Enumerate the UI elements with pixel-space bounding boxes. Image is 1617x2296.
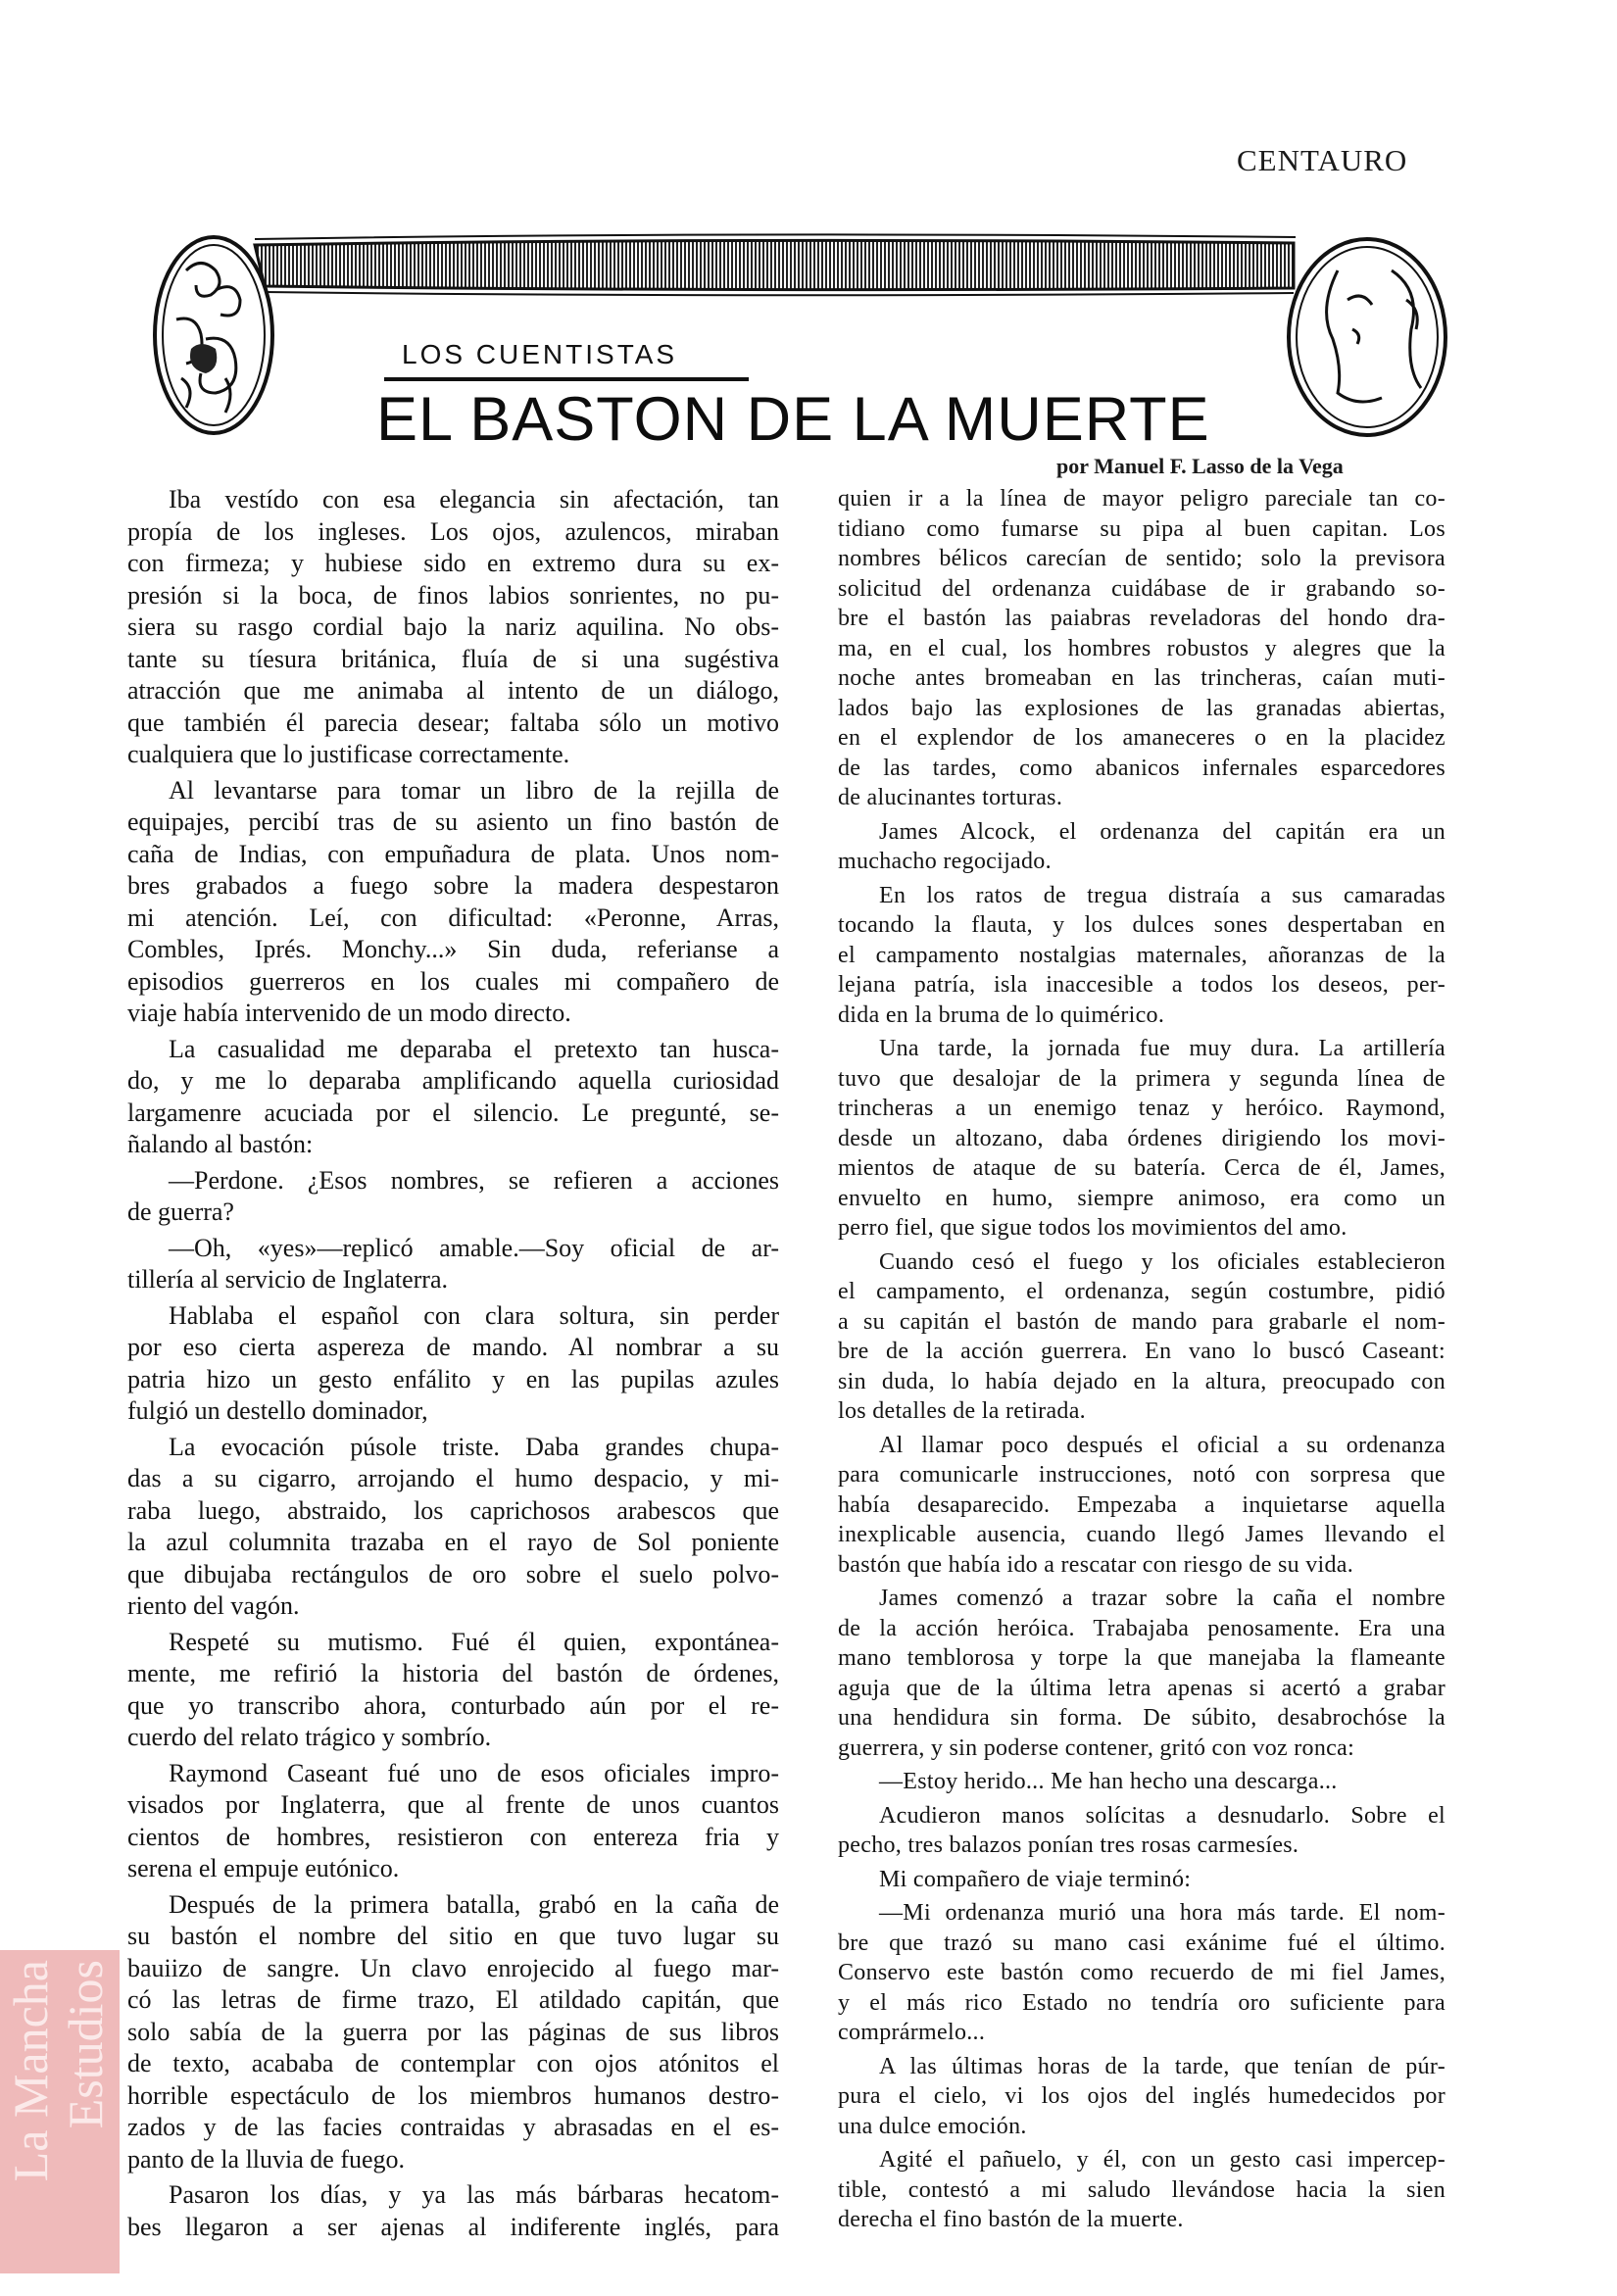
text-line: solicitud del ordenanza cuidábase de ir grabando so- xyxy=(838,575,1446,602)
text-line: fulgió un destello dominador, xyxy=(127,1396,428,1425)
text-line: tillería al servicio de Inglaterra. xyxy=(127,1265,449,1294)
section-underline xyxy=(384,377,749,381)
paragraph xyxy=(838,1767,1446,1797)
paragraph xyxy=(127,1432,779,1623)
paragraph xyxy=(838,1584,1446,1763)
text-line: tante su tíesura británica, fluía de si una sugéstiva xyxy=(127,644,779,673)
text-line: largamenre acuciada por el silencio. Le pregunté, se- xyxy=(127,1098,779,1127)
text-line: ñalando al bastón: xyxy=(127,1130,314,1158)
text-line: derecha el fino bastón de la muerte. xyxy=(838,2207,1184,2232)
paragraph xyxy=(127,1233,779,1296)
text-line: cuerdo del relato trágico y sombrío. xyxy=(127,1723,492,1751)
text-line: bre de la acción guerrera. En vano lo buscó Caseant: xyxy=(838,1339,1446,1364)
text-line: siera su rasgo cordial bajo la nariz aquilina. No obs- xyxy=(127,612,779,641)
paragraph xyxy=(838,817,1446,877)
text-line: envuelto en humo, siempre animoso, era como un xyxy=(838,1185,1446,1211)
text-line: ma, en el cual, los hombres robustos y alegres que la xyxy=(838,635,1446,661)
text-line: mente, me refirió la historia del bastón de órdenes, xyxy=(127,1659,779,1687)
text-line: había desaparecido. Empezaba a inquietarse aquella xyxy=(838,1491,1446,1518)
text-line: caña de Indias, con empuñadura de plata. Unos nom- xyxy=(127,839,779,868)
text-line: En los ratos de tregua distraía a sus camaradas xyxy=(879,882,1446,908)
text-line: Iba vestído con esa elegancia sin afectación, tan xyxy=(169,485,779,513)
right-column xyxy=(838,484,1446,2239)
text-line: presión si la boca, de finos labios sonrientes, no pu- xyxy=(127,580,779,610)
text-line: Después de la primera batalla, grabó en la caña de xyxy=(169,1889,779,1919)
paragraph xyxy=(838,2145,1446,2235)
text-line: do, y me lo deparaba amplificando aquella curiosidad xyxy=(127,1066,779,1095)
text-line: a su capitán el bastón de mando para grabarle el nom- xyxy=(838,1308,1446,1335)
text-line: de texto, acababa de contemplar con ojos atónitos el xyxy=(127,2049,779,2077)
paragraph xyxy=(838,1898,1446,2048)
section-heading: LOS CUENTISTAS xyxy=(402,339,678,369)
text-line: perro fiel, que sigue todos los movimientos del amo. xyxy=(838,1215,1348,1241)
paragraph xyxy=(127,775,779,1030)
text-line: Raymond Caseant fué uno de esos oficiales impro- xyxy=(169,1758,779,1787)
text-line: viaje había intervenido de un modo directo. xyxy=(127,999,571,1027)
text-line: sin duda, lo había dejado en la altura, preocupado con xyxy=(838,1368,1446,1394)
text-line: tuvo que desalojar de la primera y segunda línea de xyxy=(838,1065,1446,1092)
article-title: EL BASTON DE LA MUERTE xyxy=(376,385,1210,454)
text-line: —Mi ordenanza murió una hora más tarde. El nom- xyxy=(879,1900,1446,1926)
text-line: —Estoy herido... Me han hecho una descarga... xyxy=(879,1769,1338,1794)
text-line: visados por Inglaterra, que al frente de unos cuantos xyxy=(127,1790,779,1819)
text-line: comprármelo... xyxy=(838,2020,986,2045)
text-line: Agité el pañuelo, y él, con un gesto casi impercep- xyxy=(879,2147,1446,2173)
text-line: Pasaron los días, y ya las más bárbaras hecatom- xyxy=(169,2180,779,2209)
text-line: que yo transcribo ahora, conturbado aún por el re- xyxy=(127,1690,779,1720)
text-line: de la acción heróica. Trabajaba penosamente. Era una xyxy=(838,1615,1446,1641)
text-line: tocando la flauta, y los dulces sones despertaban en xyxy=(838,912,1446,938)
text-line: riento del vagón. xyxy=(127,1591,300,1620)
text-line: Una tarde, la jornada fue muy dura. La artillería xyxy=(879,1036,1446,1061)
text-line: la azul columnita trazaba en el rayo de Sol poniente xyxy=(127,1528,779,1556)
watermark-line2: La Mancha xyxy=(3,1960,58,2182)
text-line: cientos de hombres, resistieron con entereza fria y xyxy=(127,1822,779,1851)
text-line: raba luego, abstraido, los caprichosos arabescos que xyxy=(127,1495,779,1525)
text-line: Acudieron manos solícitas a desnudarlo. Sobre el xyxy=(879,1802,1446,1829)
text-line: episodios guerreros en los cuales mi compañero de xyxy=(127,966,779,996)
text-line: —Oh, «yes»—replicó amable.—Soy oficial de ar- xyxy=(169,1233,779,1262)
text-line: su bastón el nombre del sitio en que tuvo lugar su xyxy=(127,1922,779,1950)
text-line: muchacho regocijado. xyxy=(838,849,1052,874)
text-line: de alucinantes torturas. xyxy=(838,785,1063,810)
text-line: mientos de ataque de su batería. Cerca de él, James, xyxy=(838,1155,1446,1181)
paragraph xyxy=(127,1889,779,2176)
text-line: guerrera, y sin poderse contener, gritó con voz ronca: xyxy=(838,1734,1355,1761)
text-line: Conservo este bastón como recuerdo de mi fiel James, xyxy=(838,1960,1446,1985)
paragraph xyxy=(838,1431,1446,1581)
paragraph xyxy=(838,1801,1446,1861)
text-line: una hendidura sin forma. De súbito, desabrochóse la xyxy=(838,1705,1446,1731)
text-line: aguja que de la última letra apenas si acertó a grabar xyxy=(838,1675,1446,1701)
text-line: en el explendor de los amaneceres o en la placidez xyxy=(838,725,1446,751)
left-medallion xyxy=(155,237,272,433)
text-line: bastón que había ido a rescatar con riesgo de su vida. xyxy=(838,1551,1354,1578)
paragraph xyxy=(127,2179,779,2243)
text-line: mano temblorosa y torpe la que manejaba la flameante xyxy=(838,1645,1446,1671)
paragraph xyxy=(838,1865,1446,1895)
text-line: propía de los ingleses. Los ojos, azulencos, miraban xyxy=(127,516,779,546)
byline: por Manuel F. Lasso de la Vega xyxy=(1056,454,1344,478)
paragraph xyxy=(838,881,1446,1031)
paragraph xyxy=(127,1627,779,1754)
text-line: bres grabados a fuego sobre la madera despestaron xyxy=(127,871,779,900)
paragraph xyxy=(838,484,1446,813)
text-line: por eso cierta aspereza de mando. Al nombrar a su xyxy=(127,1333,779,1361)
text-line: cualquiera que lo justificase correctamente. xyxy=(127,740,570,768)
text-line: para comunicarle instrucciones, notó con sorpresa que xyxy=(838,1462,1446,1488)
text-line: zados y de las facies contraidas y abrasadas en el es- xyxy=(127,2113,779,2141)
text-line: con firmeza; y hubiese sido en extremo dura su ex- xyxy=(127,549,779,577)
text-line: lados bajo las explosiones de las granadas abiertas, xyxy=(838,695,1446,721)
text-line: tidiano como fumarse su pipa al buen capitan. Los xyxy=(838,515,1446,542)
left-column xyxy=(127,484,779,2247)
text-line: La evocación púsole triste. Daba grandes chupa- xyxy=(169,1432,779,1461)
text-line: serena el empuje eutónico. xyxy=(127,1854,400,1882)
text-line: horrible espectáculo de los miembros humanos destro- xyxy=(127,2080,779,2110)
banner-band xyxy=(255,234,1296,295)
text-line: solo sabía de la guerra por las páginas de sus libros xyxy=(127,2017,779,2046)
text-line: el campamento nostalgias maternales, añoranzas de la xyxy=(838,942,1446,968)
text-line: Hablaba el español con clara soltura, sin perder xyxy=(169,1300,779,1330)
paragraph xyxy=(838,1034,1446,1244)
watermark-line1: Estudios xyxy=(58,1960,113,2129)
text-line: James Alcock, el ordenanza del capitán era un xyxy=(879,818,1446,845)
text-line: el campamento, el ordenanza, según costumbre, pidió xyxy=(838,1279,1446,1304)
text-line: bauiizo de sangre. Un clavo enrojecido al fuego mar- xyxy=(127,1953,779,1982)
text-line: inexplicable ausencia, cuando llegó James llevando el xyxy=(838,1522,1446,1547)
text-line: Al llamar poco después el oficial a su ordenanza xyxy=(879,1432,1446,1458)
text-line: tible, contestó a mi saludo llevándose hacia la sien xyxy=(838,2176,1446,2203)
text-line: La casualidad me deparaba el pretexto tan husca- xyxy=(169,1034,779,1063)
text-line: bre que trazó su mano casi exánime fué el último. xyxy=(838,1930,1446,1956)
paragraph xyxy=(838,2052,1446,2142)
watermark xyxy=(0,1950,120,2273)
text-line: equipajes, percibí tras de su asiento un fino bastón de xyxy=(127,807,779,836)
text-line: de las tardes, como abanicos infernales esparcedores xyxy=(838,755,1446,781)
text-line: los detalles de la retirada. xyxy=(838,1398,1086,1424)
text-line: desde un altozano, daba órdenes dirigiendo los movi- xyxy=(838,1125,1446,1151)
paragraph xyxy=(127,1758,779,1885)
text-line: quien ir a la línea de mayor peligro pareciale tan co- xyxy=(838,486,1446,512)
text-line: trincheras a un enemigo tenaz y heróico. Raymond, xyxy=(838,1096,1446,1121)
text-line: bes llegaron a ser ajenas al indiferente inglés, para xyxy=(127,2212,779,2241)
text-line: atracción que me animaba al intento de un diálogo, xyxy=(127,676,779,705)
text-line: de guerra? xyxy=(127,1197,234,1226)
text-line: nombres bélicos carecían de sentido; solo la previsora xyxy=(838,546,1446,571)
paragraph xyxy=(127,1034,779,1161)
paragraph xyxy=(127,1165,779,1229)
text-line: que también él parecia desear; faltaba sólo un motivo xyxy=(127,708,779,737)
text-line: —Perdone. ¿Esos nombres, se refieren a acciones xyxy=(169,1165,779,1195)
text-line: noche antes bromeaban en las trincheras, caían muti- xyxy=(838,665,1446,691)
running-head: CENTAURO xyxy=(1237,143,1408,177)
paragraph xyxy=(127,484,779,771)
text-line: una dulce emoción. xyxy=(838,2113,1027,2139)
text-line: das a su cigarro, arrojando el humo despacio, y mi- xyxy=(127,1464,779,1492)
right-medallion xyxy=(1289,239,1446,435)
text-line: y el más rico Estado no tendría oro suficiente para xyxy=(838,1989,1446,2016)
text-line: Mi compañero de viaje terminó: xyxy=(879,1866,1192,1892)
text-line: Al levantarse para tomar un libro de la rejilla de xyxy=(169,775,779,805)
text-line: mi atención. Leí, con dificultad: «Peronne, Arras, xyxy=(127,903,779,932)
text-line: que dibujaba rectángulos de oro sobre el suelo polvo- xyxy=(127,1559,779,1588)
text-line: dida en la bruma de lo quimérico. xyxy=(838,1001,1165,1028)
text-line: bre el bastón las paiabras reveladoras del hondo dra- xyxy=(838,606,1446,631)
text-line: James comenzó a trazar sobre la caña el nombre xyxy=(879,1586,1446,1611)
paragraph xyxy=(127,1300,779,1428)
text-line: có las letras de firme trazo, El atildado capitán, que xyxy=(127,1985,779,2014)
text-line: A las últimas horas de la tarde, que tenían de púr- xyxy=(879,2053,1446,2079)
paragraph xyxy=(838,1247,1446,1427)
text-line: lejana patría, isla inaccesible a todos los deseos, per- xyxy=(838,972,1446,998)
text-line: Respeté su mutismo. Fué él quien, expontánea- xyxy=(169,1627,779,1656)
text-line: Combles, Iprés. Monchy...» Sin duda, referianse a xyxy=(127,935,779,963)
text-line: pura el cielo, vi los ojos del inglés humedecidos por xyxy=(838,2083,1446,2109)
text-line: Cuando cesó el fuego y los oficiales establecieron xyxy=(879,1248,1446,1275)
text-line: pecho, tres balazos ponían tres rosas carmesíes. xyxy=(838,1832,1299,1858)
text-line: panto de la lluvia de fuego. xyxy=(127,2144,406,2174)
text-line: patria hizo un gesto enfálito y en las pupilas azules xyxy=(127,1364,779,1393)
